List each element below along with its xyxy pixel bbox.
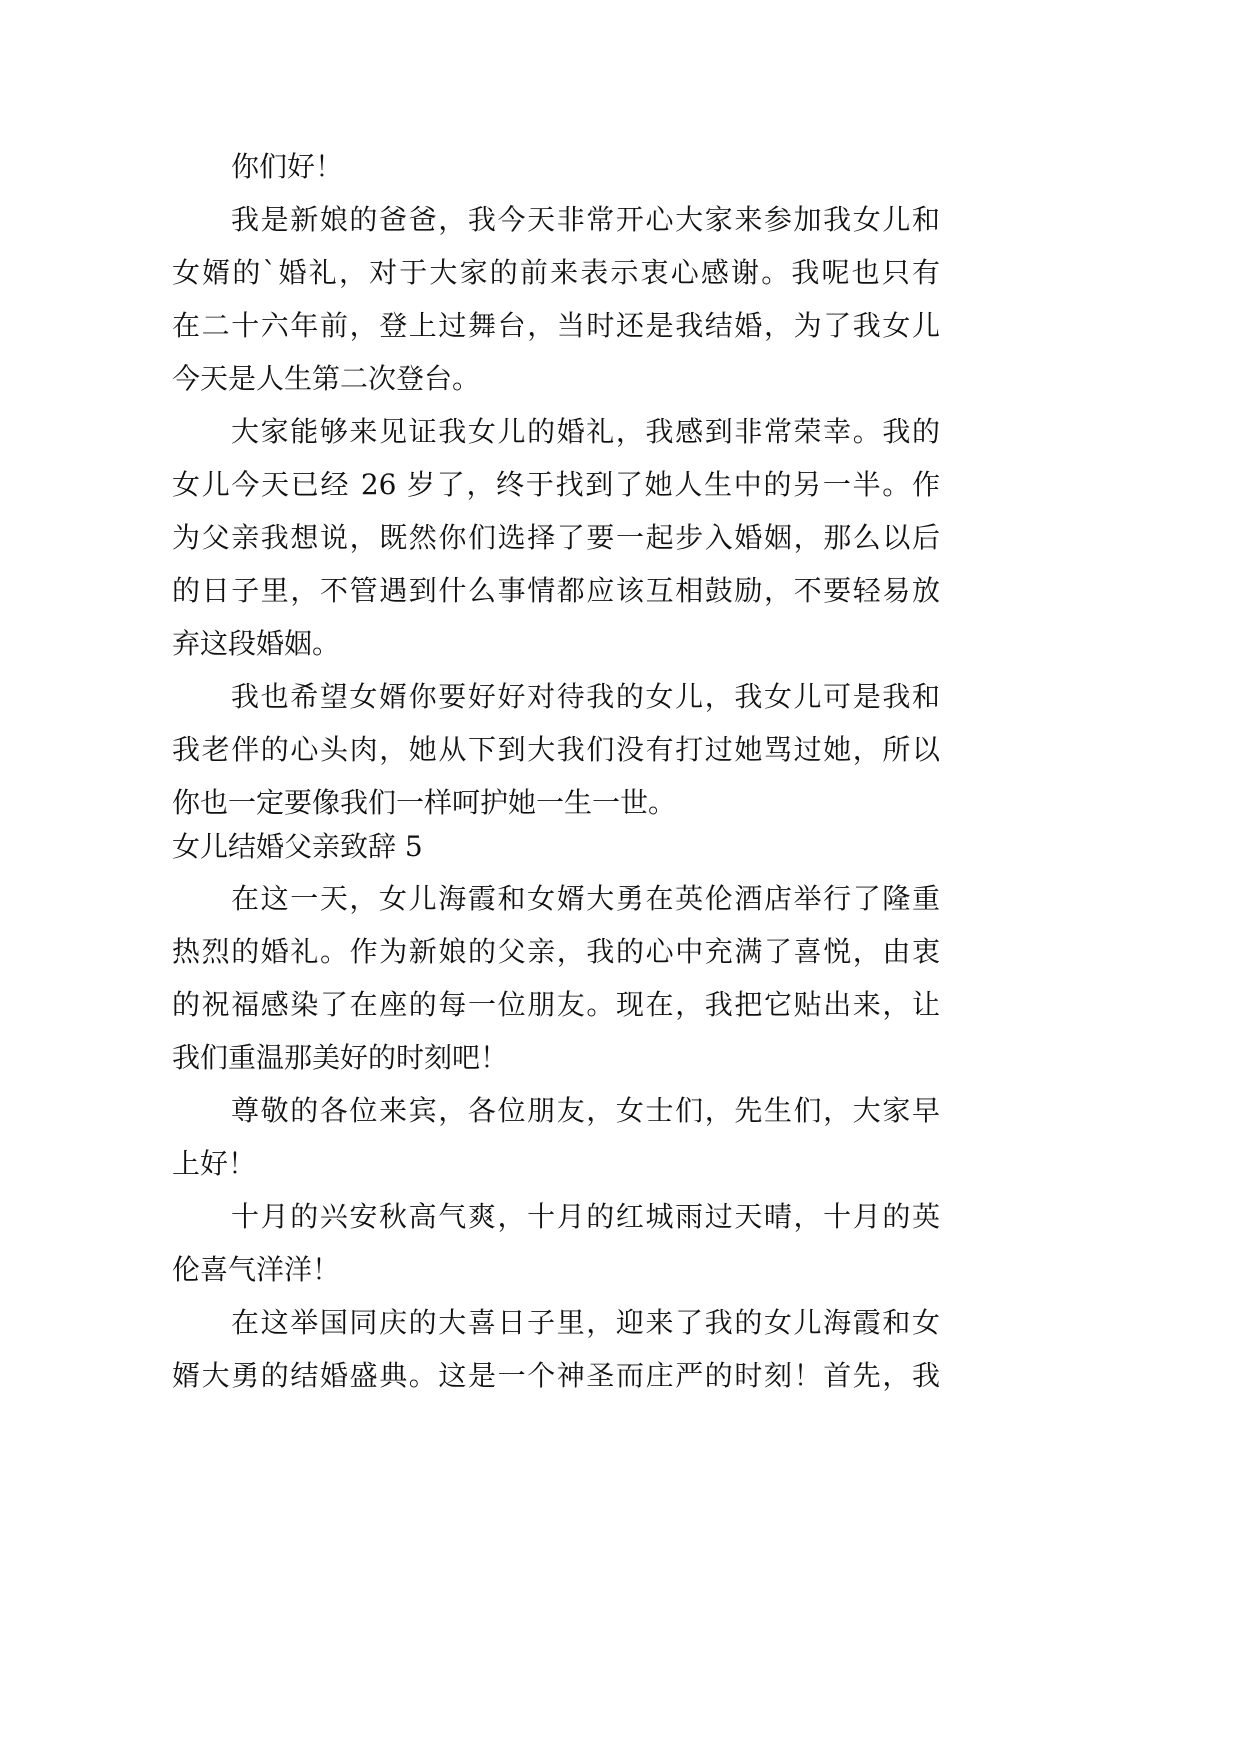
text-line: 我也希望女婿你要好好对待我的女儿，我女儿可是我和 [231,680,940,713]
text-line: 伦喜气洋洋！ [172,1253,341,1286]
text-line: 大家能够来见证我女儿的婚礼，我感到非常荣幸。我的 [231,415,940,448]
paragraph [172,1084,940,1190]
text-line: 在这一天，女儿海霞和女婿大勇在英伦酒店举行了隆重 [231,882,940,915]
text-line: 弃这段婚姻。 [172,627,341,660]
text-line: 我是新娘的爸爸，我今天非常开心大家来参加我女儿和 [231,203,940,236]
text-line: 热烈的婚礼。作为新娘的父亲，我的心中充满了喜悦，由衷 [172,935,940,968]
text-line: 十月的兴安秋高气爽，十月的红城雨过天晴，十月的英 [231,1200,940,1233]
text-line: 为父亲我想说，既然你们选择了要一起步入婚姻，那么以后 [172,521,940,554]
paragraph [172,1190,940,1296]
text-line: 婿大勇的结婚盛典。这是一个神圣而庄严的时刻！首先，我 [172,1359,940,1392]
text-line: 在这举国同庆的大喜日子里，迎来了我的女儿海霞和女 [231,1306,940,1339]
text-line: 女婿的`婚礼，对于大家的前来表示衷心感谢。我呢也只有 [172,256,940,289]
text-line: 在二十六年前，登上过舞台，当时还是我结婚，为了我女儿 [172,309,940,342]
text-line: 的日子里，不管遇到什么事情都应该互相鼓励，不要轻易放 [172,574,940,607]
section-heading: 女儿结婚父亲致辞 5 [172,830,423,863]
paragraph-greeting [172,140,940,193]
paragraph [172,193,940,405]
document-page [172,140,940,1402]
text-line: 你们好！ [231,150,344,183]
text-line: 我们重温那美好的时刻吧！ [172,1041,509,1074]
text-line: 的祝福感染了在座的每一位朋友。现在，我把它贴出来，让 [172,988,940,1021]
text-line: 上好！ [172,1147,257,1180]
paragraph [172,405,940,670]
paragraph [172,670,940,829]
paragraph [172,1296,940,1402]
paragraph [172,872,940,1084]
text-line: 尊敬的各位来宾，各位朋友，女士们，先生们，大家早 [231,1094,940,1127]
text-line: 我老伴的心头肉，她从下到大我们没有打过她骂过她，所以 [172,733,940,766]
text-line: 你也一定要像我们一样呵护她一生一世。 [172,786,677,819]
text-line: 今天是人生第二次登台。 [172,362,481,395]
text-line: 女儿今天已经 26 岁了，终于找到了她人生中的另一半。作 [172,468,940,501]
